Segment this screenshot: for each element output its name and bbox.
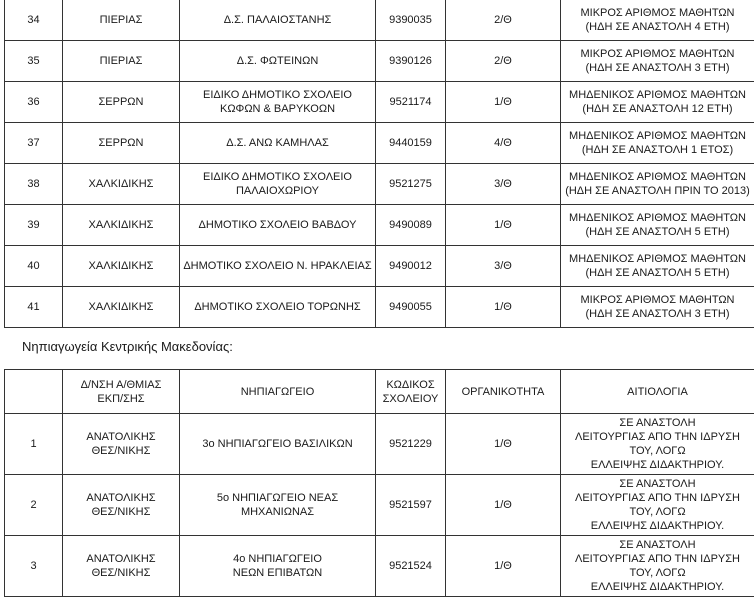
region-cell: ΧΑΛΚΙΔΙΚΗΣ (63, 246, 180, 287)
kindergartens-table (4, 369, 754, 597)
reason-cell: ΣΕ ΑΝΑΣΤΟΛΗ ΛΕΙΤΟΥΡΓΙΑΣ ΑΠΟ ΤΗΝ ΙΔΡΥΣΗ ΤΟΥ, ΛΟΓΩ ΕΛΛΕΙΨΗΣ ΔΙΔΑΚΤΗΡΙΟΥ. (561, 475, 754, 536)
school-cell: ΔΗΜΟΤΙΚΟ ΣΧΟΛΕΙΟ Ν. ΗΡΑΚΛΕΙΑΣ (180, 246, 376, 287)
row-number: 39 (5, 205, 63, 246)
table-row (5, 0, 754, 41)
row-number: 40 (5, 246, 63, 287)
organicity-cell: 1/Θ (446, 536, 561, 597)
region-cell: ΧΑΛΚΙΔΙΚΗΣ (63, 287, 180, 328)
table-row (5, 41, 754, 82)
row-number: 1 (5, 414, 63, 475)
header-region: Δ/ΝΣΗ Α/ΘΜΙΑΣ ΕΚΠ/ΣΗΣ (63, 370, 180, 414)
row-number: 3 (5, 536, 63, 597)
organicity-cell: 4/Θ (446, 123, 561, 164)
row-number: 41 (5, 287, 63, 328)
region-cell: ΑΝΑΤΟΛΙΚΗΣ ΘΕΣ/ΝΙΚΗΣ (63, 475, 180, 536)
school-cell: Δ.Σ. ΦΩΤΕΙΝΩΝ (180, 41, 376, 82)
section-heading: Νηπιαγωγεία Κεντρικής Μακεδονίας: (22, 339, 233, 354)
table-row (5, 82, 754, 123)
reason-cell: ΜΗΔΕΝΙΚΟΣ ΑΡΙΘΜΟΣ ΜΑΘΗΤΩΝ (ΗΔΗ ΣΕ ΑΝΑΣΤΟΛΗ ΠΡΙΝ ΤΟ 2013) (561, 164, 754, 205)
code-cell: 9521174 (376, 82, 446, 123)
table-row (5, 536, 754, 597)
region-cell: ΠΙΕΡΙΑΣ (63, 0, 180, 41)
table-row (5, 123, 754, 164)
school-cell: ΕΙΔΙΚΟ ΔΗΜΟΤΙΚΟ ΣΧΟΛΕΙΟ ΚΩΦΩΝ & ΒΑΡΥΚΟΩΝ (180, 82, 376, 123)
reason-cell: ΜΗΔΕΝΙΚΟΣ ΑΡΙΘΜΟΣ ΜΑΘΗΤΩΝ (ΗΔΗ ΣΕ ΑΝΑΣΤΟΛΗ 5 ΕΤΗ) (561, 205, 754, 246)
region-cell: ΧΑΛΚΙΔΙΚΗΣ (63, 205, 180, 246)
header-number (5, 370, 63, 414)
header-reason: ΑΙΤΙΟΛΟΓΙΑ (561, 370, 754, 414)
organicity-cell: 1/Θ (446, 475, 561, 536)
table-row (5, 246, 754, 287)
table-row (5, 205, 754, 246)
region-cell: ΠΙΕΡΙΑΣ (63, 41, 180, 82)
school-cell: ΔΗΜΟΤΙΚΟ ΣΧΟΛΕΙΟ ΤΟΡΩΝΗΣ (180, 287, 376, 328)
table-row (5, 287, 754, 328)
region-cell: ΣΕΡΡΩΝ (63, 123, 180, 164)
code-cell: 9390126 (376, 41, 446, 82)
school-cell: Δ.Σ. ΠΑΛΑΙΟΣΤΑΝΗΣ (180, 0, 376, 41)
header-school: ΝΗΠΙΑΓΩΓΕΙΟ (180, 370, 376, 414)
school-cell: Δ.Σ. ΑΝΩ ΚΑΜΗΛΑΣ (180, 123, 376, 164)
row-number: 37 (5, 123, 63, 164)
reason-cell: ΜΙΚΡΟΣ ΑΡΙΘΜΟΣ ΜΑΘΗΤΩΝ (ΗΔΗ ΣΕ ΑΝΑΣΤΟΛΗ 3 ΕΤΗ) (561, 41, 754, 82)
code-cell: 9521229 (376, 414, 446, 475)
table-row (5, 164, 754, 205)
reason-cell: ΜΙΚΡΟΣ ΑΡΙΘΜΟΣ ΜΑΘΗΤΩΝ (ΗΔΗ ΣΕ ΑΝΑΣΤΟΛΗ 3 ΕΤΗ) (561, 287, 754, 328)
code-cell: 9490012 (376, 246, 446, 287)
reason-cell: ΣΕ ΑΝΑΣΤΟΛΗ ΛΕΙΤΟΥΡΓΙΑΣ ΑΠΟ ΤΗΝ ΙΔΡΥΣΗ ΤΟΥ, ΛΟΓΩ ΕΛΛΕΙΨΗΣ ΔΙΔΑΚΤΗΡΙΟΥ. (561, 536, 754, 597)
reason-cell: ΜΗΔΕΝΙΚΟΣ ΑΡΙΘΜΟΣ ΜΑΘΗΤΩΝ (ΗΔΗ ΣΕ ΑΝΑΣΤΟΛΗ 1 ΕΤΟΣ) (561, 123, 754, 164)
region-cell: ΑΝΑΤΟΛΙΚΗΣ ΘΕΣ/ΝΙΚΗΣ (63, 536, 180, 597)
school-cell: ΕΙΔΙΚΟ ΔΗΜΟΤΙΚΟ ΣΧΟΛΕΙΟ ΠΑΛΑΙΟΧΩΡΙΟΥ (180, 164, 376, 205)
region-cell: ΣΕΡΡΩΝ (63, 82, 180, 123)
reason-cell: ΜΗΔΕΝΙΚΟΣ ΑΡΙΘΜΟΣ ΜΑΘΗΤΩΝ (ΗΔΗ ΣΕ ΑΝΑΣΤΟΛΗ 5 ΕΤΗ) (561, 246, 754, 287)
table-header-row (5, 370, 754, 414)
reason-cell: ΜΗΔΕΝΙΚΟΣ ΑΡΙΘΜΟΣ ΜΑΘΗΤΩΝ (ΗΔΗ ΣΕ ΑΝΑΣΤΟΛΗ 12 ΕΤΗ) (561, 82, 754, 123)
organicity-cell: 2/Θ (446, 41, 561, 82)
school-cell: ΔΗΜΟΤΙΚΟ ΣΧΟΛΕΙΟ ΒΑΒΔΟΥ (180, 205, 376, 246)
row-number: 34 (5, 0, 63, 41)
table-row (5, 475, 754, 536)
header-organicity: ΟΡΓΑΝΙΚΟΤΗΤΑ (446, 370, 561, 414)
organicity-cell: 1/Θ (446, 82, 561, 123)
row-number: 2 (5, 475, 63, 536)
code-cell: 9521597 (376, 475, 446, 536)
organicity-cell: 1/Θ (446, 205, 561, 246)
reason-cell: ΜΙΚΡΟΣ ΑΡΙΘΜΟΣ ΜΑΘΗΤΩΝ (ΗΔΗ ΣΕ ΑΝΑΣΤΟΛΗ 4 ΕΤΗ) (561, 0, 754, 41)
organicity-cell: 1/Θ (446, 287, 561, 328)
primary-schools-table (4, 0, 754, 328)
code-cell: 9440159 (376, 123, 446, 164)
school-cell: 5ο ΝΗΠΙΑΓΩΓΕΙΟ ΝΕΑΣ ΜΗΧΑΝΙΩΝΑΣ (180, 475, 376, 536)
organicity-cell: 3/Θ (446, 164, 561, 205)
code-cell: 9390035 (376, 0, 446, 41)
table-row (5, 414, 754, 475)
region-cell: ΑΝΑΤΟΛΙΚΗΣ ΘΕΣ/ΝΙΚΗΣ (63, 414, 180, 475)
school-cell: 4ο ΝΗΠΙΑΓΩΓΕΙΟ ΝΕΩΝ ΕΠΙΒΑΤΩΝ (180, 536, 376, 597)
code-cell: 9490055 (376, 287, 446, 328)
row-number: 38 (5, 164, 63, 205)
organicity-cell: 3/Θ (446, 246, 561, 287)
organicity-cell: 1/Θ (446, 414, 561, 475)
header-code: ΚΩΔΙΚΟΣ ΣΧΟΛΕΙΟΥ (376, 370, 446, 414)
region-cell: ΧΑΛΚΙΔΙΚΗΣ (63, 164, 180, 205)
school-cell: 3ο ΝΗΠΙΑΓΩΓΕΙΟ ΒΑΣΙΛΙΚΩΝ (180, 414, 376, 475)
code-cell: 9521524 (376, 536, 446, 597)
row-number: 36 (5, 82, 63, 123)
code-cell: 9521275 (376, 164, 446, 205)
code-cell: 9490089 (376, 205, 446, 246)
reason-cell: ΣΕ ΑΝΑΣΤΟΛΗ ΛΕΙΤΟΥΡΓΙΑΣ ΑΠΟ ΤΗΝ ΙΔΡΥΣΗ ΤΟΥ, ΛΟΓΩ ΕΛΛΕΙΨΗΣ ΔΙΔΑΚΤΗΡΙΟΥ. (561, 414, 754, 475)
row-number: 35 (5, 41, 63, 82)
organicity-cell: 2/Θ (446, 0, 561, 41)
